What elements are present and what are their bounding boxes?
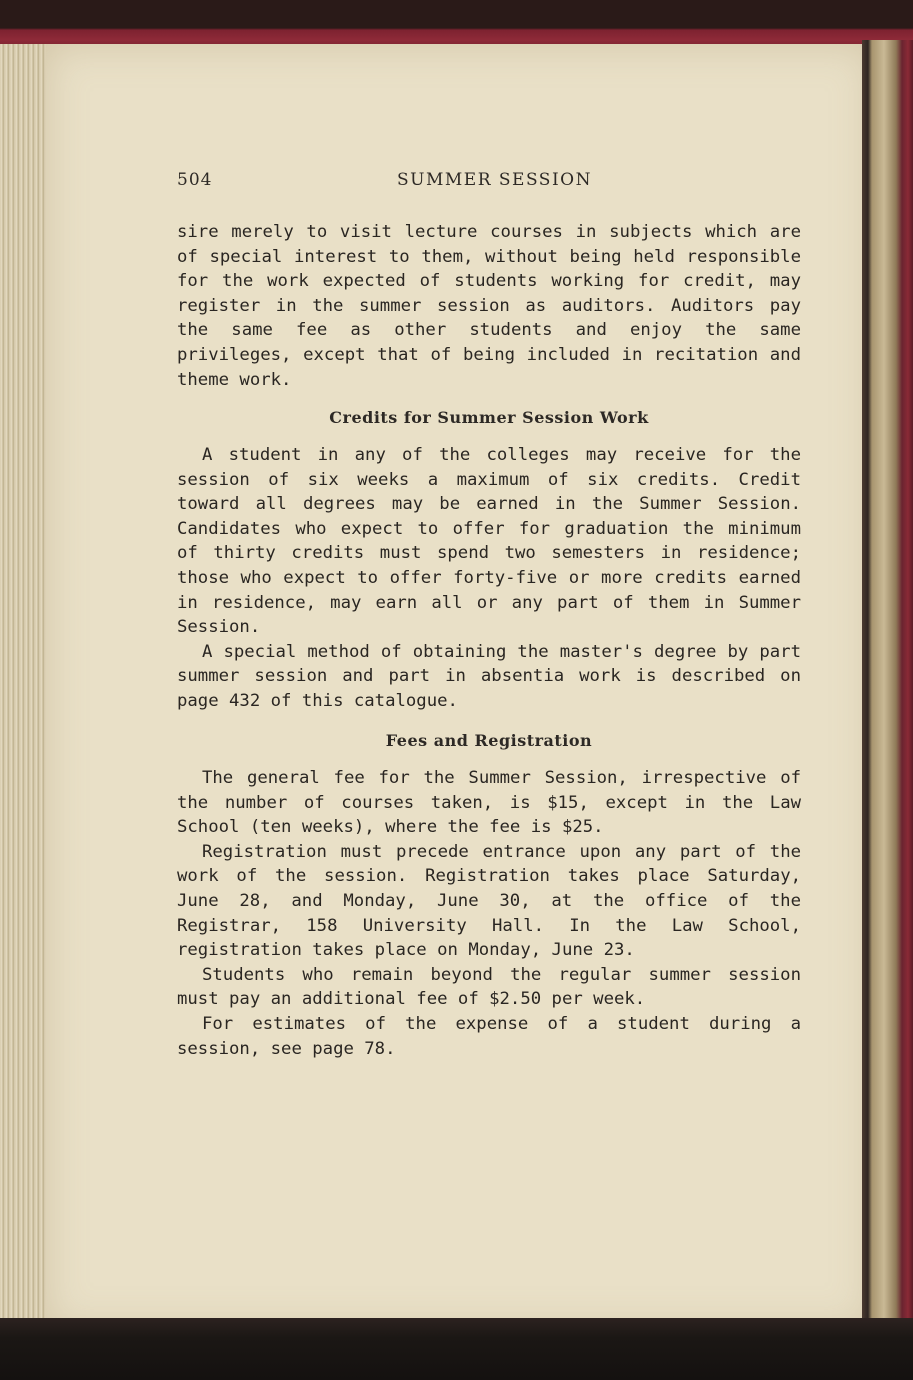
fees-text-block bbox=[177, 766, 801, 1061]
running-title: SUMMER SESSION bbox=[397, 170, 592, 190]
fees-paragraph-2: Registration must precede entrance upon any part of the work of the session. Registration takes place Saturday, June 28, and Monday, June 30, at the office of the Registrar, 158 University Hall. In the Law School, registration takes place on Monday, June 23. bbox=[177, 841, 801, 961]
page-header bbox=[177, 170, 800, 196]
credits-text-block bbox=[177, 443, 801, 714]
intro-paragraph-block bbox=[177, 220, 801, 392]
fees-paragraph-4: For estimates of the expense of a student during a session, see page 78. bbox=[177, 1013, 801, 1059]
credits-paragraph-2: A special method of obtaining the master's degree by part summer session and part in absentia work is described on page 432 of this catalogue. bbox=[177, 641, 801, 711]
fees-heading: Fees and Registration bbox=[385, 731, 593, 750]
page-edges bbox=[0, 44, 48, 1334]
book-binding-right bbox=[862, 40, 913, 1340]
fees-paragraph-3: Students who remain beyond the regular summer session must pay an additional fee of $2.50 per week. bbox=[177, 964, 801, 1010]
book-binding-bottom bbox=[0, 1318, 913, 1380]
intro-paragraph: sire merely to visit lecture courses in subjects which are of special interest to them, without being held responsible for the work expected of students working for credit, may register in the summer session as auditors. Auditors pay the same fee as other students and enjoy the same privileges, except that of being included in recitation and theme work. bbox=[177, 222, 801, 390]
fees-paragraph-1: The general fee for the Summer Session, irrespective of the number of courses taken, is $15, except in the Law School (ten weeks), where the fee is $25. bbox=[177, 768, 801, 838]
credits-paragraph-1: A student in any of the colleges may receive for the session of six weeks a maximum of six credits. Credit toward all degrees may be earned in the Summer Session. Candidates who expect to offer for graduation the minimum of thirty credits must spend two semesters in residence; those who expect to offer forty-five or more credits earned in residence, may earn all or any part of them in Summer Session. bbox=[177, 445, 801, 638]
credits-heading: Credits for Summer Session Work bbox=[329, 408, 649, 427]
page-number: 504 bbox=[177, 170, 213, 190]
